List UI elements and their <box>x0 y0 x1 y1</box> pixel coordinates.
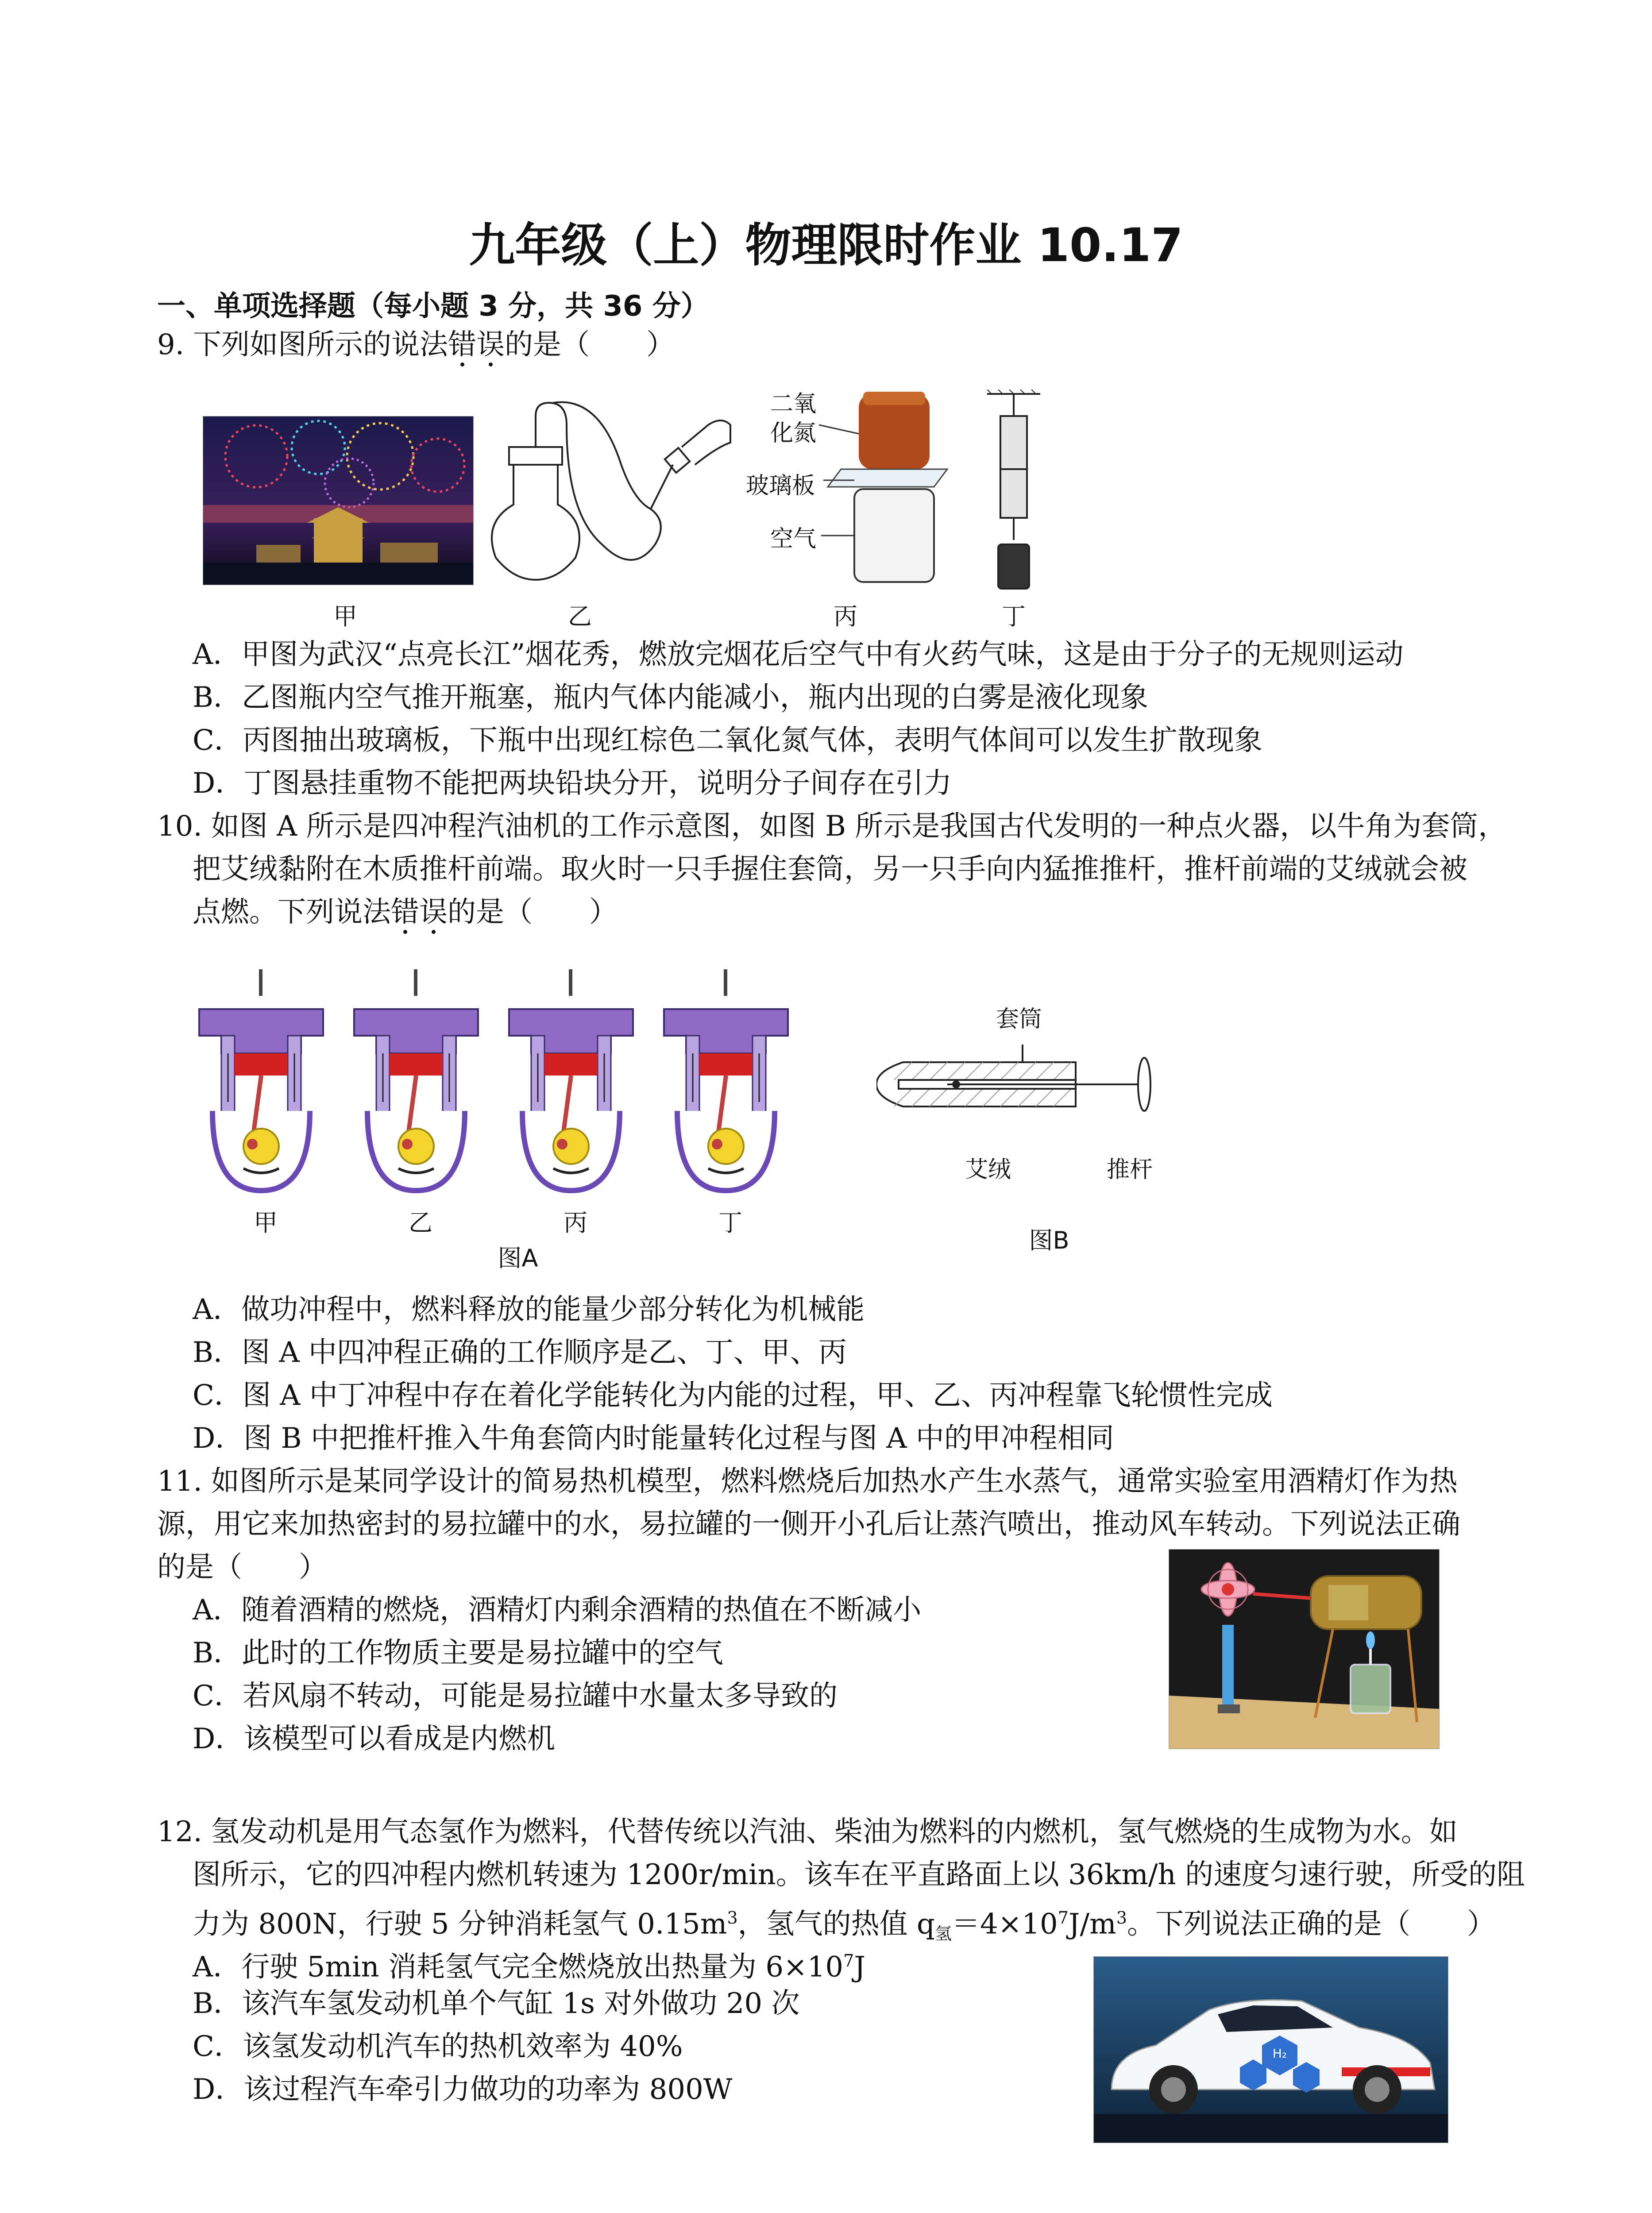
engine-label-yi: 乙 <box>409 1209 432 1237</box>
q11-stem-line3: 的是（ ） <box>157 1551 327 1584</box>
fireworks-photo <box>203 416 474 585</box>
q9-option-a[interactable]: A．甲图为武汉“点亮长江”烟花秀，燃放完烟花后空气中有火药气味，这是由于分子的无规则运动 <box>193 638 1404 671</box>
q9-option-d[interactable]: D．丁图悬挂重物不能把两块铅块分开，说明分子间存在引力 <box>193 767 952 800</box>
no2-diffusion-diagram <box>746 385 965 593</box>
fire-piston-figure-b <box>876 1045 1177 1133</box>
fig-label-jia: 甲 <box>333 602 357 630</box>
q11-stem-line1: 11. 如图所示是某同学设计的简易热机模型，燃料燃烧后加热水产生水蒸气，通常实验室用酒精灯作为热 <box>157 1465 1458 1498</box>
q10-option-c[interactable]: C．图 A 中丁冲程中存在着化学能转化为内能的过程，甲、乙、丙冲程靠飞轮惯性完成 <box>193 1379 1273 1412</box>
q10-option-a[interactable]: A．做功冲程中，燃料释放的能量少部分转化为机械能 <box>193 1293 865 1326</box>
label-sleeve: 套筒 <box>996 1006 1042 1033</box>
hydrogen-car-photo <box>1093 1956 1448 2143</box>
fig-label-bing: 丙 <box>834 602 857 630</box>
flask-pump-diagram <box>487 398 735 593</box>
q10-number: 10. <box>157 810 202 843</box>
q9-number: 9. <box>157 328 185 361</box>
q12-option-a[interactable]: A．行驶 5min 消耗氢气完全燃烧放出热量为 $6\times 10^7J$ <box>193 1951 865 1984</box>
q12-option-c[interactable]: C．该氢发动机汽车的热机效率为 40% <box>193 2030 683 2063</box>
q9-option-c[interactable]: C．丙图抽出玻璃板，下瓶中出现红棕色二氧化氮气体，表明气体间可以发生扩散现象 <box>193 724 1262 757</box>
q11-option-a[interactable]: A．随着酒精的燃烧，酒精灯内剩余酒精的热值在不断减小 <box>193 1594 922 1627</box>
engine-label-jia: 甲 <box>254 1209 278 1237</box>
q9-stem: 9. 下列如图所示的说法错误的是（ ） <box>157 328 675 361</box>
q10-stem-line3: 点燃。下列说法错误的是（ ） <box>193 896 618 929</box>
fig-label-ding: 丁 <box>1002 602 1026 630</box>
label-moxa: 艾绒 <box>965 1157 1011 1183</box>
car-h2-badge: H₂ <box>1272 2046 1287 2061</box>
q12-stem-line1: 12. 氢发动机是用气态氢作为燃料，代替传统以汽油、柴油为燃料的内燃机，氢气燃烧的生成物为水。如 <box>157 1816 1458 1848</box>
label-no2: 二氧 化氮 <box>770 391 817 447</box>
q10-stem-line2: 把艾绒黏附在木质推杆前端。取火时一只手握住套筒，另一只手向内猛推推杆，推杆前端的艾绒就会被 <box>193 853 1467 886</box>
page-title: 九年级（上）物理限时作业 10.17 <box>469 218 1183 272</box>
figure-a-caption: 图A <box>498 1244 538 1272</box>
engine-label-ding: 丁 <box>718 1209 742 1237</box>
label-air: 空气 <box>770 526 817 552</box>
q10-stem-line1: 10. 如图 A 所示是四冲程汽油机的工作示意图，如图 B 所示是我国古代发明的一种点火器，以牛角为套筒， <box>157 810 1507 843</box>
q12-option-b[interactable]: B．该汽车氢发动机单个气缸 1s 对外做功 20 次 <box>193 1987 800 2020</box>
q10-option-b[interactable]: B．图 A 中四冲程正确的工作顺序是乙、丁、甲、丙 <box>193 1336 847 1369</box>
q11-option-d[interactable]: D．该模型可以看成是内燃机 <box>193 1723 556 1755</box>
q11-option-c[interactable]: C．若风扇不转动，可能是易拉罐中水量太多导致的 <box>193 1680 838 1712</box>
label-push-rod: 推杆 <box>1107 1157 1153 1183</box>
q12-number: 12. <box>157 1816 202 1848</box>
label-glass-plate: 玻璃板 <box>746 473 815 499</box>
q12-stem-line3: 力为 800N，行驶 5 分钟消耗氢气 $0.15m^3$，氢气的热值 $q_氢=4\times 10^7J/m^3$。下列说法正确的是（ ） <box>193 1908 1496 1944</box>
engine-label-bing: 丙 <box>564 1209 587 1237</box>
section-heading: 一、单项选择题（每小题 3 分，共 36 分） <box>157 290 709 323</box>
q11-stem-line2: 源，用它来加热密封的易拉罐中的水，易拉罐的一侧开小孔后让蒸汽喷出，推动风车转动。下列说法正确 <box>157 1508 1460 1541</box>
q12-option-d[interactable]: D．该过程汽车牵引力做功的功率为 800W <box>193 2073 733 2106</box>
fig-label-yi: 乙 <box>568 602 592 630</box>
q12-stem-line2: 图所示，它的四冲程内燃机转速为 1200r/min。该车在平直路面上以 36km/h 的速度匀速行驶，所受的阻 <box>193 1858 1525 1891</box>
heat-engine-model-photo <box>1169 1549 1440 1749</box>
q11-number: 11. <box>157 1465 202 1498</box>
q11-option-b[interactable]: B．此时的工作物质主要是易拉罐中的空气 <box>193 1637 724 1669</box>
q9-option-b[interactable]: B．乙图瓶内空气推开瓶塞，瓶内气体内能减小，瓶内出现的白雾是液化现象 <box>193 681 1149 714</box>
figure-b-caption: 图B <box>1029 1226 1069 1254</box>
lead-blocks-diagram <box>983 389 1045 593</box>
q10-option-d[interactable]: D．图 B 中把推杆推入牛角套筒内时能量转化过程与图 A 中的甲冲程相同 <box>193 1422 1114 1455</box>
engine-strokes-figure-a <box>195 960 806 1208</box>
